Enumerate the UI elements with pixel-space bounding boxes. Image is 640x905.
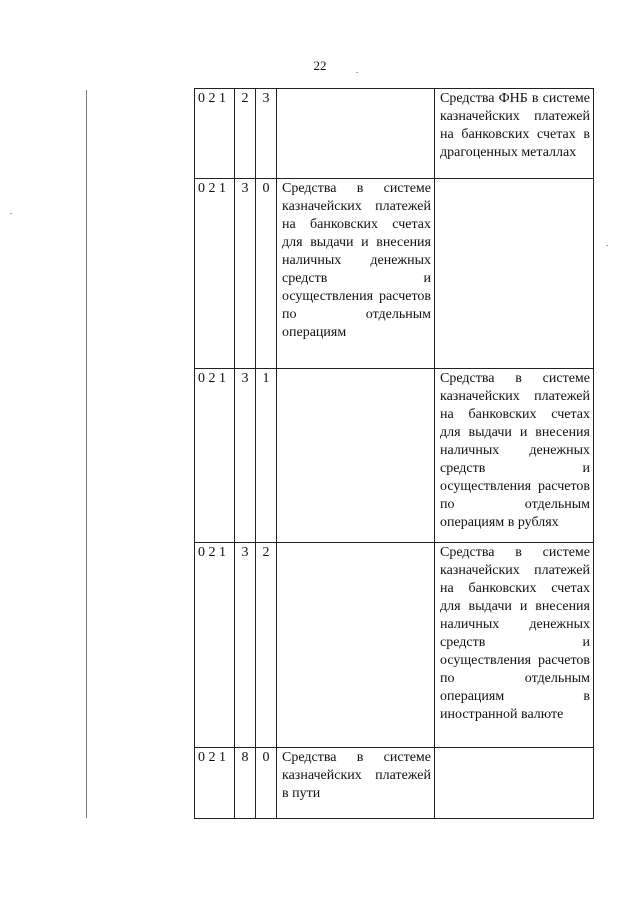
page-number: 22 xyxy=(313,58,327,73)
digit-cell: 3 xyxy=(235,179,256,369)
digit-cell: 8 xyxy=(235,748,256,819)
digit-cell: 0 xyxy=(256,179,277,369)
group-name-cell: Средства в системе казначейских платежей на банковских счетах для выдачи и внесения наличных денежных средств и осуществления расчетов по отдельным операциям xyxy=(277,179,435,369)
group-name-cell xyxy=(277,543,435,748)
digit-cell: 3 xyxy=(235,543,256,748)
scan-speck xyxy=(606,245,608,246)
code-cell: 0 2 1 xyxy=(195,89,235,179)
item-name-cell: Средства ФНБ в системе казначейских платежей на банковских счетах в драгоценных металлах xyxy=(435,89,594,179)
group-name-cell xyxy=(277,89,435,179)
group-name-cell: Средства в системе казначейских платежей в пути xyxy=(277,748,435,819)
margin-line xyxy=(86,90,87,818)
table-row xyxy=(195,748,594,819)
digit-cell: 3 xyxy=(256,89,277,179)
scan-speck xyxy=(10,213,12,214)
code-cell: 0 2 1 xyxy=(195,179,235,369)
table-row xyxy=(195,369,594,543)
digit-cell: 1 xyxy=(256,369,277,543)
digit-cell: 2 xyxy=(256,543,277,748)
code-cell: 0 2 1 xyxy=(195,543,235,748)
item-name-cell xyxy=(435,748,594,819)
table-row xyxy=(195,89,594,179)
digit-cell: 3 xyxy=(235,369,256,543)
item-name-cell: Средства в системе казначейских платежей на банковских счетах для выдачи и внесения наличных денежных средств и осуществления расчетов по отдельным операциям в иностранной валюте xyxy=(435,543,594,748)
code-cell: 0 2 1 xyxy=(195,369,235,543)
code-cell: 0 2 1 xyxy=(195,748,235,819)
group-name-cell xyxy=(277,369,435,543)
table-row xyxy=(195,179,594,369)
classification-table xyxy=(194,88,594,819)
digit-cell: 2 xyxy=(235,89,256,179)
scan-speck xyxy=(356,72,358,73)
table-row xyxy=(195,543,594,748)
item-name-cell: Средства в системе казначейских платежей на банковских счетах для выдачи и внесения наличных денежных средств и осуществления расчетов по отдельным операциям в рублях xyxy=(435,369,594,543)
digit-cell: 0 xyxy=(256,748,277,819)
item-name-cell xyxy=(435,179,594,369)
